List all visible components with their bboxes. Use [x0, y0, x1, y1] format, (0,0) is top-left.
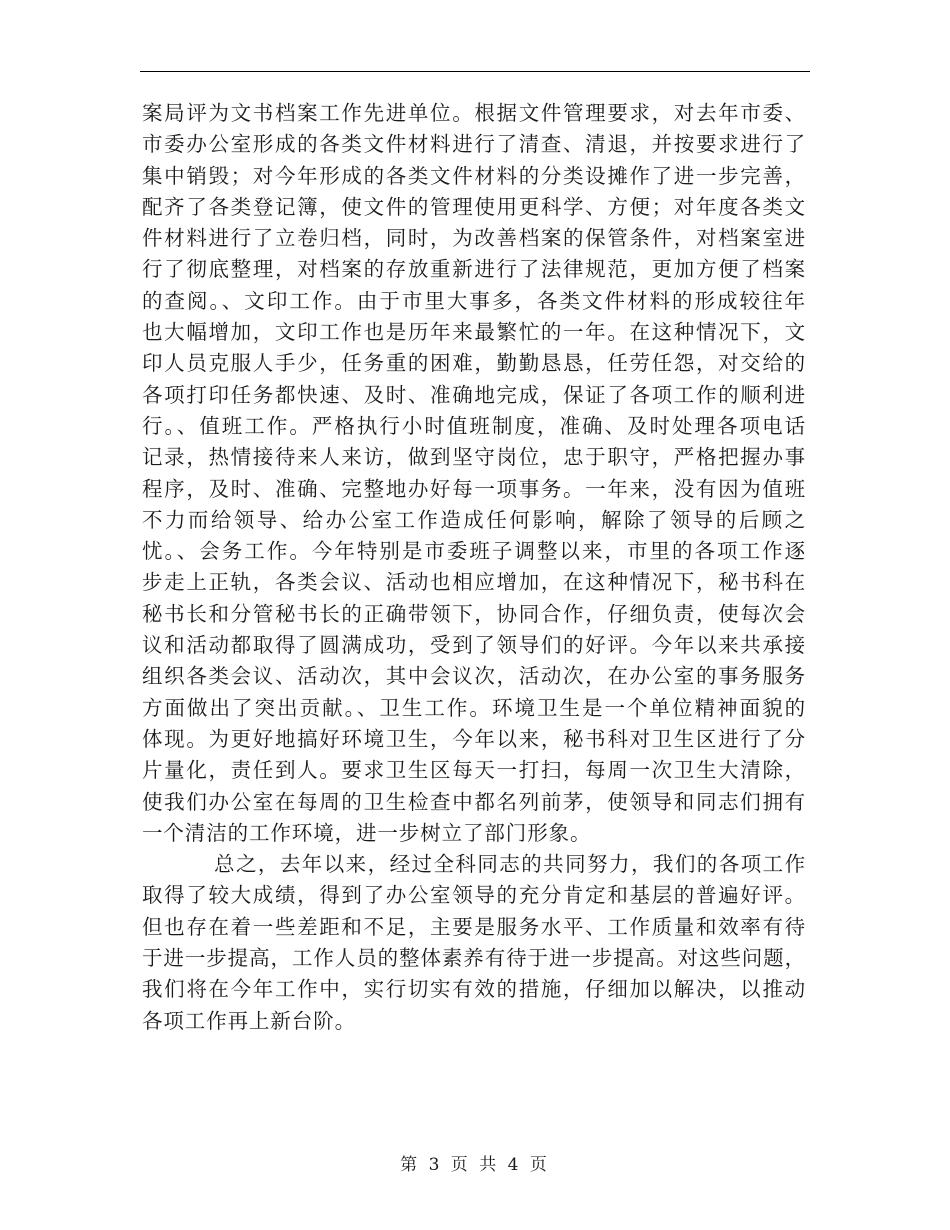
text-line: 使我们办公室在每周的卫生检查中都名列前茅，使领导和同志们拥有: [142, 789, 806, 814]
text-line: 一个清洁的工作环境，进一步树立了部门形象。: [142, 820, 592, 845]
text-line: 案局评为文书档案工作先进单位。根据文件管理要求，对去年市委、: [142, 101, 806, 125]
text-line: 秘书长和分管秘书长的正确带领下，协同合作，仔细负责，使每次会: [142, 601, 806, 626]
text-line: 行。、值班工作。严格执行小时值班制度，准确、及时处理各项电话: [142, 413, 806, 438]
text-line: 记录，热情接待来人来访，做到坚守岗位，忠于职守，严格把握办事: [142, 445, 806, 470]
text-line: 市委办公室形成的各类文件材料进行了清查、清退，并按要求进行了: [142, 132, 806, 157]
text-line: 各项打印任务都快速、及时、准确地完成，保证了各项工作的顺利进: [142, 382, 806, 407]
text-line: 件材料进行了立卷归档，同时，为改善档案的保管条件，对档案室进: [142, 226, 806, 251]
text-line: 也大幅增加，文印工作也是历年来最繁忙的一年。在这种情况下，文: [142, 320, 806, 345]
text-line: 于进一步提高，工作人员的整体素养有待于进一步提高。对这些问题，: [142, 946, 806, 971]
text-line: 不力而给领导、给办公室工作造成任何影响，解除了领导的后顾之: [142, 507, 806, 532]
text-line: 忧。、会务工作。今年特别是市委班子调整以来，市里的各项工作逐: [142, 539, 806, 564]
page-number-footer: 第 3 页 共 4 页: [400, 1155, 550, 1175]
header-rule: [140, 71, 810, 72]
document-body: [142, 98, 806, 1037]
text-line: 组织各类会议、活动次，其中会议次，活动次，在办公室的事务服务: [142, 664, 806, 689]
text-line: 体现。为更好地搞好环境卫生，今年以来，秘书科对卫生区进行了分: [142, 726, 806, 751]
text-line: 我们将在今年工作中，实行切实有效的措施，仔细加以解决，以推动: [142, 977, 806, 1002]
text-line: 集中销毁；对今年形成的各类文件材料的分类设摊作了进一步完善，: [142, 163, 806, 188]
text-line-paragraph-start: 总之，去年以来，经过全科同志的共同努力，我们的各项工作: [214, 852, 806, 877]
text-line: 印人员克服人手少，任务重的困难，勤勤恳恳，任劳任怨，对交给的: [142, 351, 806, 376]
text-line: 取得了较大成绩，得到了办公室领导的充分肯定和基层的普遍好评。: [142, 883, 806, 908]
text-line: 行了彻底整理，对档案的存放重新进行了法律规范，更加方便了档案: [142, 257, 806, 282]
text-line: 片量化，责任到人。要求卫生区每天一打扫，每周一次卫生大清除，: [142, 758, 806, 783]
text-line: 方面做出了突出贡献。、卫生工作。环境卫生是一个单位精神面貌的: [142, 695, 806, 720]
text-line: 各项工作再上新台阶。: [142, 1008, 356, 1033]
text-line: 的查阅。、文印工作。由于市里大事多，各类文件材料的形成较往年: [142, 288, 806, 313]
text-line: 步走上正轨，各类会议、活动也相应增加，在这种情况下，秘书科在: [142, 570, 806, 595]
text-line: 但也存在着一些差距和不足，主要是服务水平、工作质量和效率有待: [142, 914, 806, 939]
text-line: 议和活动都取得了圆满成功，受到了领导们的好评。今年以来共承接: [142, 633, 806, 658]
text-line: 程序，及时、准确、完整地办好每一项事务。一年来，没有因为值班: [142, 476, 806, 501]
text-line: 配齐了各类登记簿，使文件的管理使用更科学、方便；对年度各类文: [142, 194, 806, 219]
